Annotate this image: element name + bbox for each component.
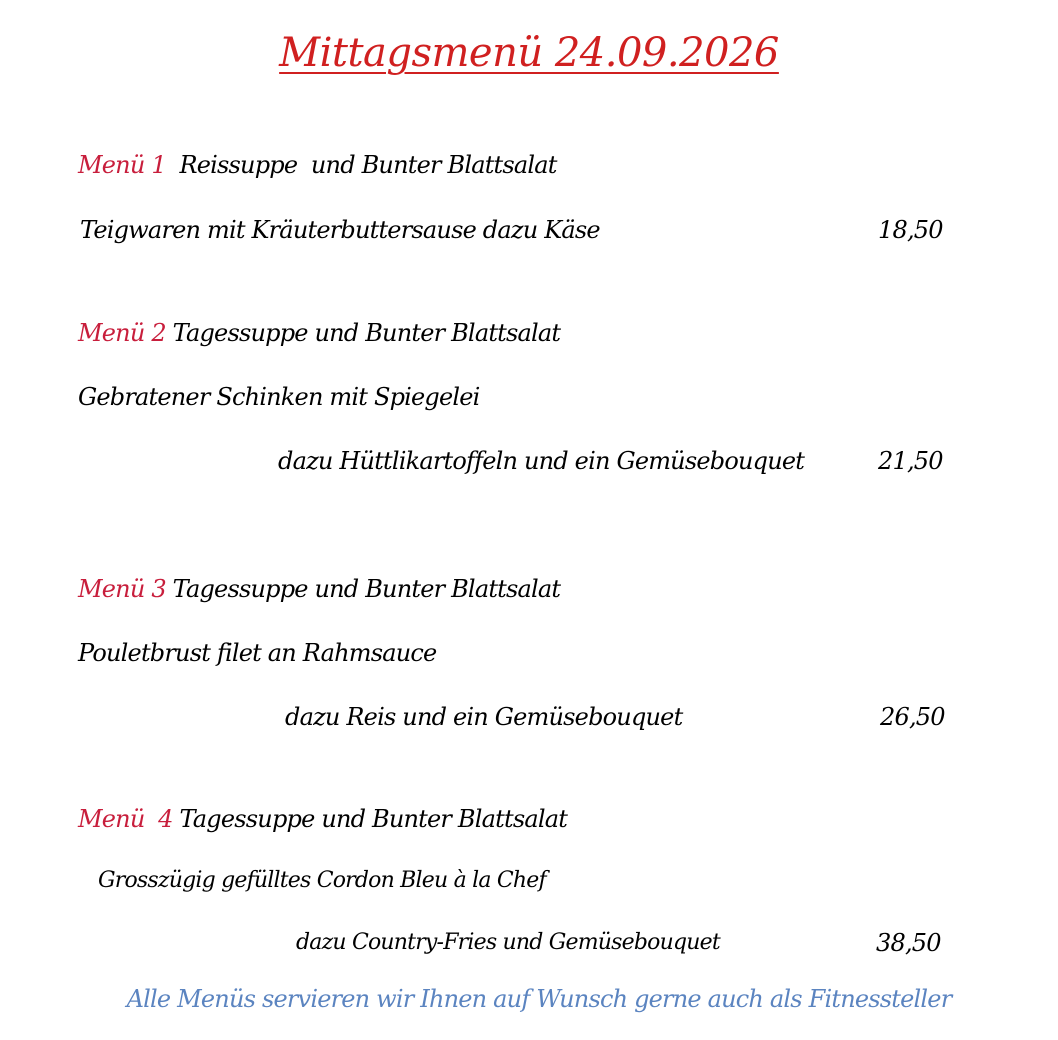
menu-4-main-dish: Grosszügig gefülltes Cordon Bleu à la Chef bbox=[98, 868, 546, 893]
menu-3-label: Menü 3 bbox=[78, 575, 166, 603]
menu-4-starter: Tagessuppe und Bunter Blattsalat bbox=[172, 805, 568, 833]
menu-2-price: 21,50 bbox=[878, 447, 943, 475]
menu-2-side-dish: dazu Hüttlikartoffeln und ein Gemüsebouquet bbox=[278, 447, 805, 475]
menu-1-starter: Reissuppe und Bunter Blattsalat bbox=[165, 151, 557, 179]
menu-4-side-dish: dazu Country-Fries und Gemüsebouquet bbox=[296, 930, 720, 955]
menu-3-side-dish: dazu Reis und ein Gemüsebouquet bbox=[285, 703, 683, 731]
menu-2-starter: Tagessuppe und Bunter Blattsalat bbox=[165, 319, 561, 347]
footer-note: Alle Menüs servieren wir Ihnen auf Wunsch gerne auch als Fitnessteller bbox=[126, 985, 952, 1013]
menu-4-price: 38,50 bbox=[876, 929, 941, 957]
menu-3-main-dish: Pouletbrust filet an Rahmsauce bbox=[78, 639, 437, 667]
menu-3-starter: Tagessuppe und Bunter Blattsalat bbox=[165, 575, 561, 603]
menu-1-price: 18,50 bbox=[878, 216, 943, 244]
menu-3-header bbox=[78, 574, 560, 604]
menu-2-main-dish: Gebratener Schinken mit Spiegelei bbox=[78, 383, 480, 411]
menu-4-label: Menü 4 bbox=[78, 805, 173, 833]
menu-2-label: Menü 2 bbox=[78, 319, 166, 347]
menu-1-main-dish: Teigwaren mit Kräuterbuttersause dazu Käse bbox=[80, 216, 600, 244]
menu-3-price: 26,50 bbox=[880, 703, 945, 731]
menu-1-label: Menü 1 bbox=[78, 151, 166, 179]
menu-2-header bbox=[78, 318, 560, 348]
menu-4-header bbox=[78, 804, 567, 834]
page-title: Mittagsmenü 24.09.2026 bbox=[279, 30, 779, 76]
menu-1-header bbox=[78, 150, 557, 180]
